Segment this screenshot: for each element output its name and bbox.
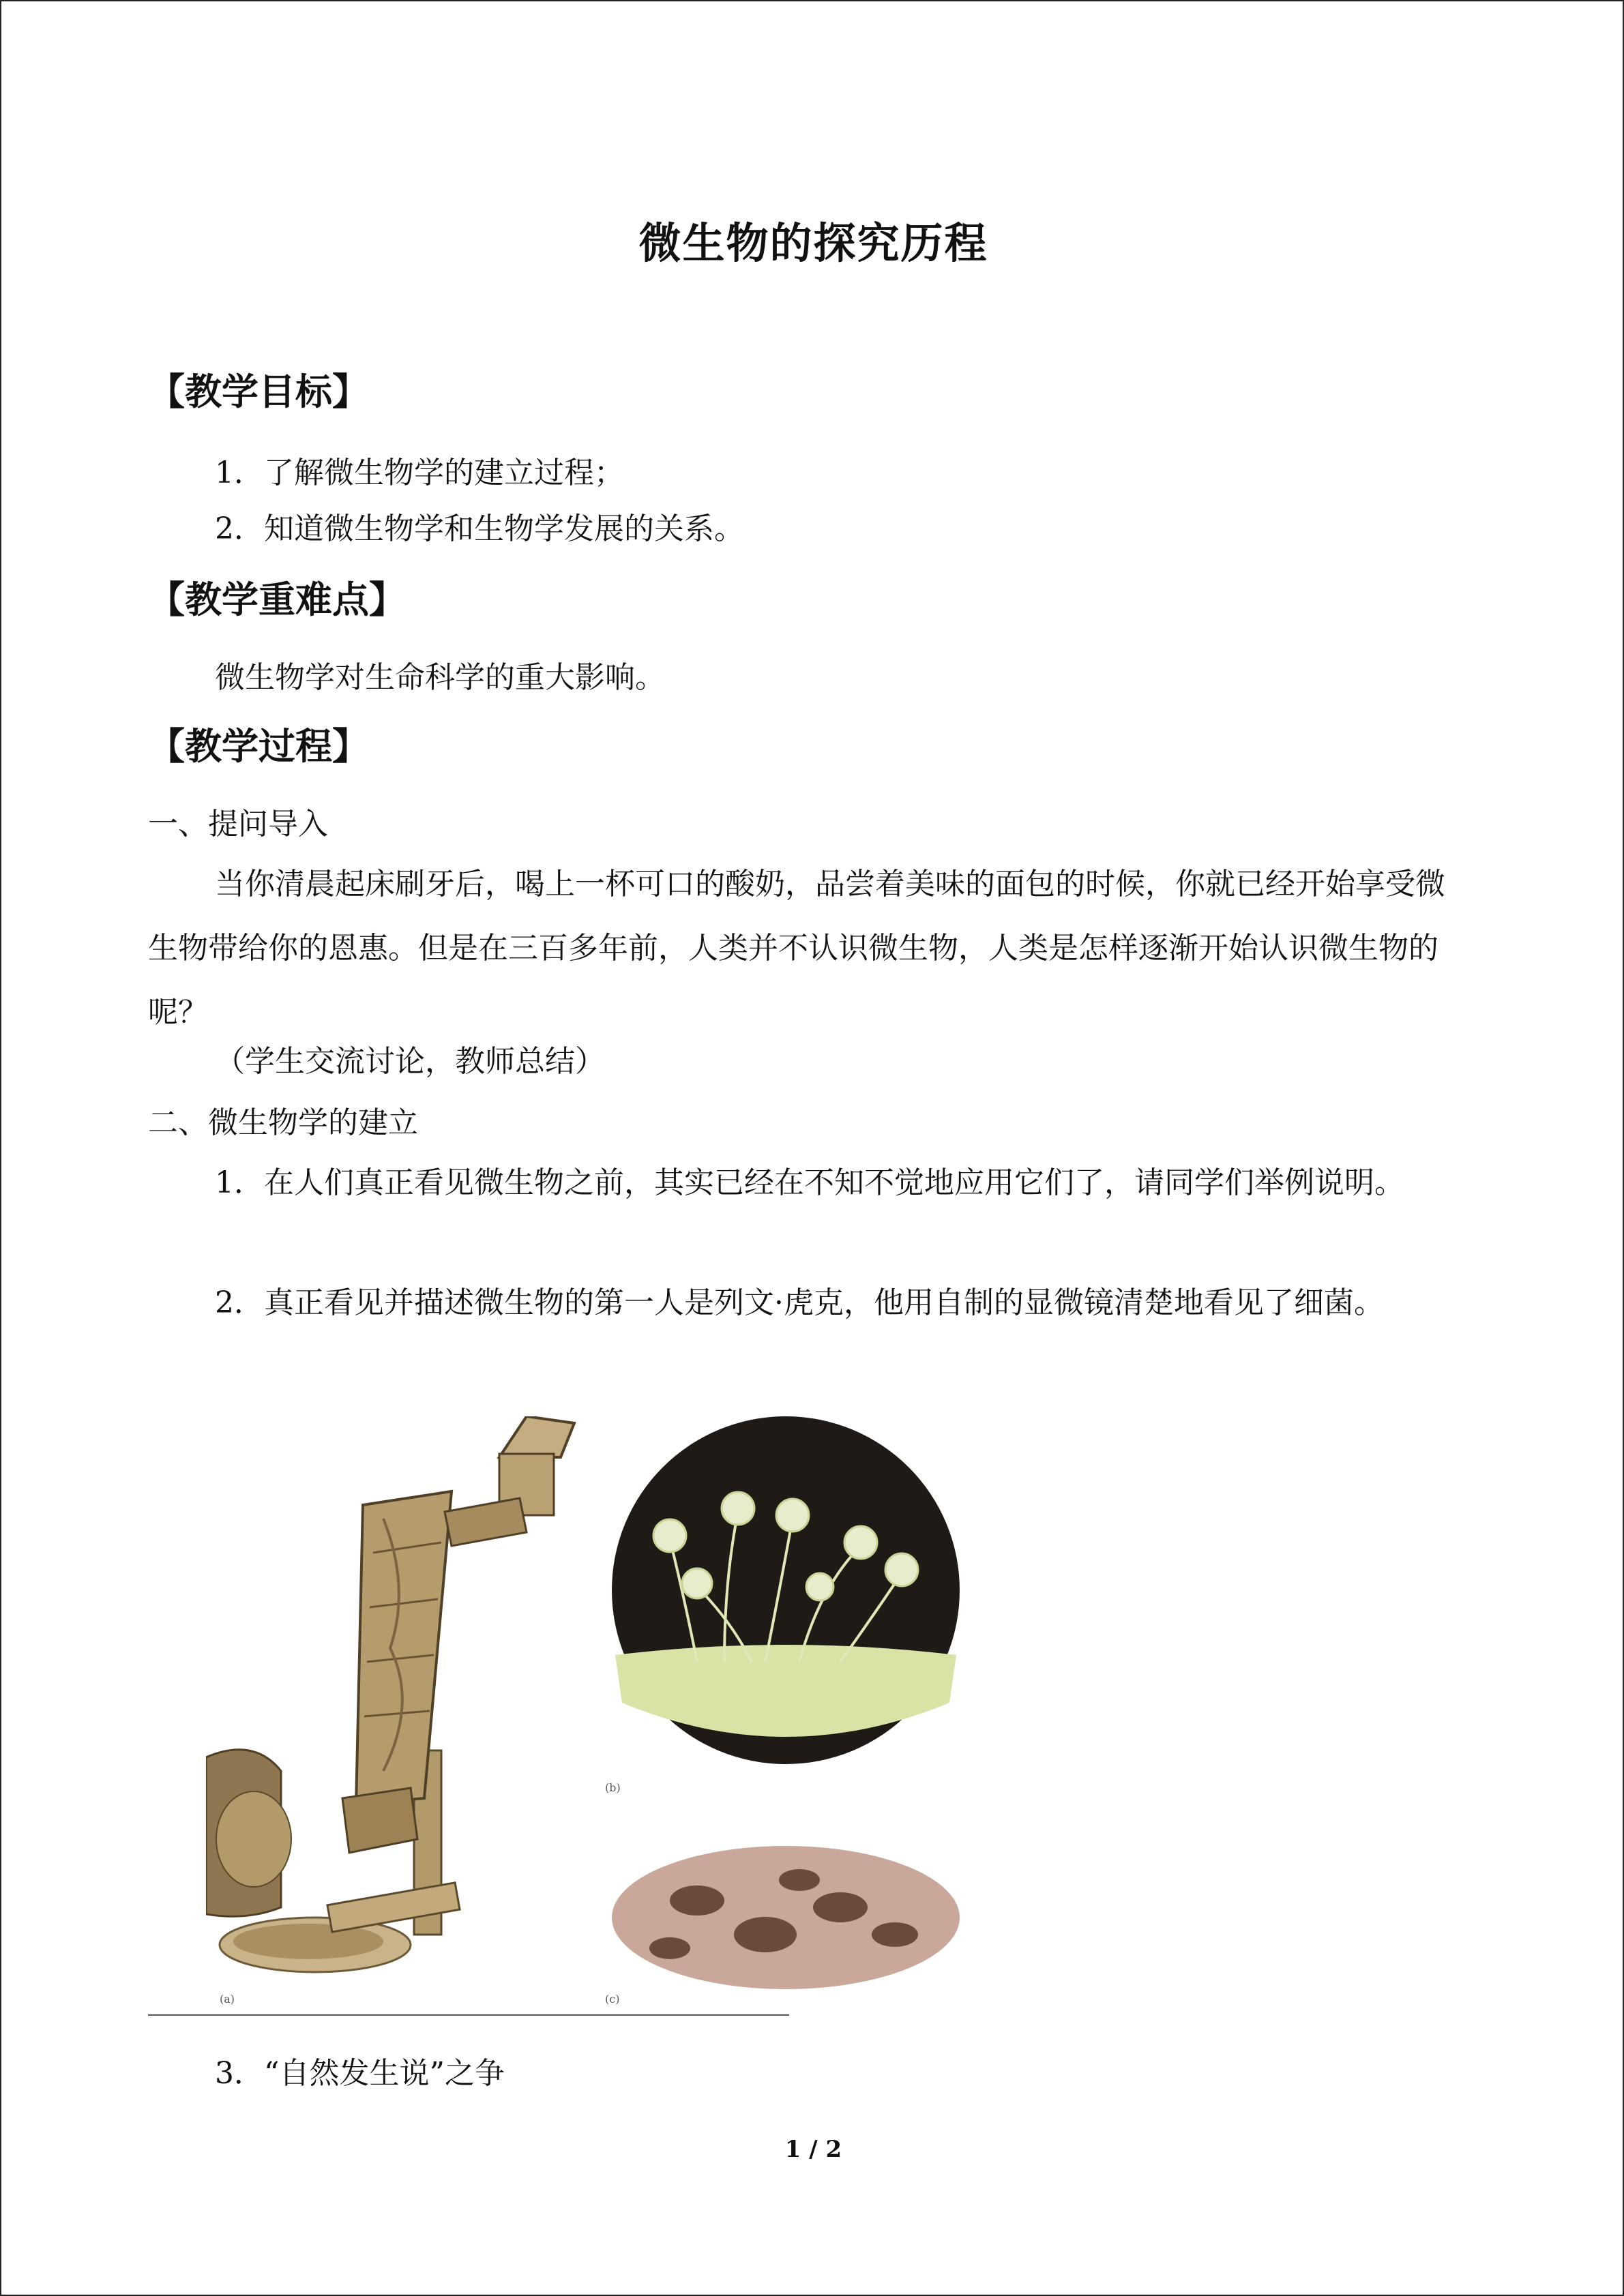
goal-item-2: 2．知道微生物学和生物学发展的关系。 [215, 511, 744, 546]
goal-item-1: 1．了解微生物学的建立过程； [215, 456, 624, 490]
mold-micrograph [605, 1416, 960, 1794]
build-point-2: 2．真正看见并描述微生物的第一人是列文·虎克，他用自制的显微镜清楚地看见了细菌。 [215, 1285, 1384, 1320]
microscope-figure [206, 1416, 1045, 2010]
intro-paragraph: 当你清晨起床刷牙后，喝上一杯可口的酸奶，品尝着美味的面包的时候，你就已经开始享受微生物带给你的恩惠。但是在三百多年前，人类并不认识微生物，人类是怎样逐渐开始认识微生物的呢？ [148, 867, 1445, 1030]
figure-label-c: (c) [605, 1993, 620, 2006]
build-point-3: 3．“自然发生说”之争 [215, 2056, 505, 2091]
microscope-illustration [206, 1416, 574, 2006]
figure-label-a: (a) [220, 1993, 235, 2006]
document-title: 微生物的探究历程 [638, 218, 988, 268]
section-build-heading: 二、微生物学的建立 [148, 1105, 418, 1140]
intro-note: （学生交流讨论，教师总结） [215, 1044, 605, 1079]
section-intro-heading: 一、提问导入 [148, 807, 328, 841]
heading-teaching-goals: 【教学目标】 [148, 370, 369, 413]
heading-teaching-process: 【教学过程】 [148, 724, 369, 768]
cell-micrograph [605, 1846, 960, 2006]
key-points-text: 微生物学对生命科学的重大影响。 [215, 660, 665, 695]
page-number: 1 / 2 [784, 2136, 842, 2163]
figure-divider [148, 2014, 789, 2016]
figure-label-b: (b) [605, 1781, 621, 1794]
build-point-1: 1．在人们真正看见微生物之前，其实已经在不知不觉地应用它们了，请同学们举例说明。 [215, 1165, 1404, 1200]
heading-key-points: 【教学重难点】 [148, 578, 406, 621]
